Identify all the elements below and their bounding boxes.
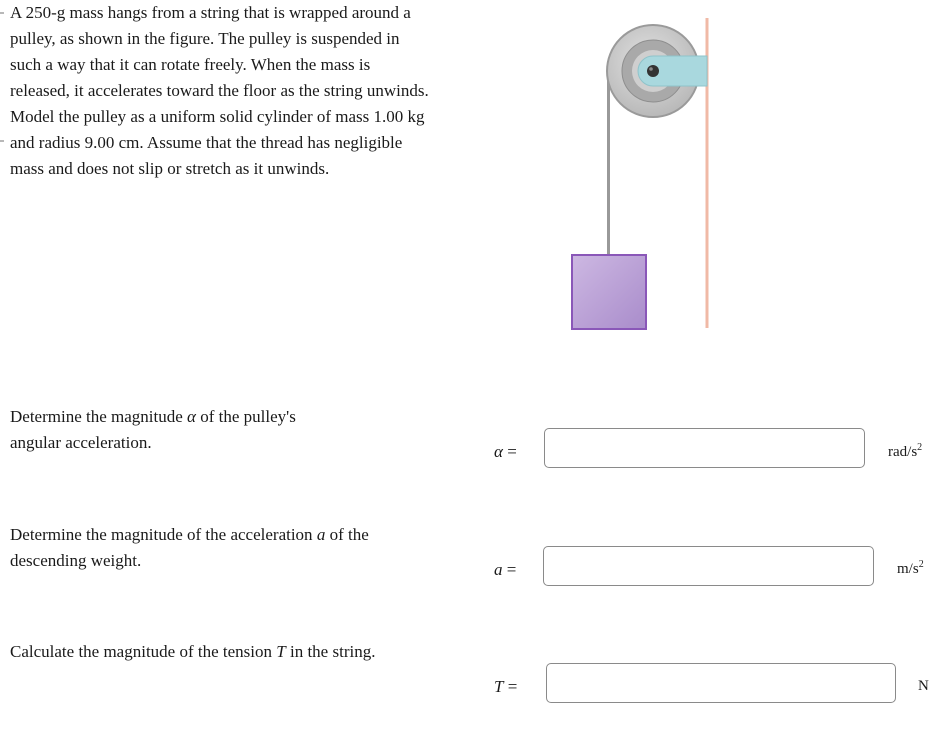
- question-text: Calculate the magnitude of the tension: [10, 642, 277, 661]
- alpha-label: [494, 442, 517, 462]
- question-line: [10, 404, 420, 430]
- question-text: Determine the magnitude of the acceleration: [10, 525, 317, 544]
- acceleration-unit: [897, 559, 924, 578]
- question-angular-acceleration: [10, 404, 420, 456]
- alpha-answer-input[interactable]: [544, 428, 865, 468]
- unit-text: rad/s: [888, 444, 918, 460]
- axle: [647, 65, 659, 77]
- problem-line: such a way that it can rotate freely. When the mass is: [10, 55, 371, 74]
- problem-statement: [10, 0, 460, 182]
- question-tension: [10, 639, 420, 665]
- acceleration-answer-input[interactable]: [543, 546, 874, 586]
- tension-label: [494, 677, 517, 697]
- unit-exponent: 2: [918, 559, 924, 570]
- hanging-mass: [572, 255, 646, 329]
- question-text: of the: [325, 525, 369, 544]
- tension-answer-input[interactable]: [546, 663, 896, 703]
- question-line: angular acceleration.: [10, 433, 152, 452]
- gutter-tick: [0, 140, 4, 142]
- tension-unit: [918, 678, 929, 695]
- gutter-tick: [0, 12, 4, 14]
- question-text: in the string.: [285, 642, 376, 661]
- a-label: [494, 560, 516, 580]
- question-text: Determine the magnitude: [10, 407, 188, 426]
- equals-sign: =: [502, 442, 517, 461]
- question-text: of the pulley's: [195, 407, 296, 426]
- question-line: [10, 522, 420, 548]
- left-gutter-marks: [0, 8, 6, 148]
- problem-line: Model the pulley as a uniform solid cylinder of mass 1.00 kg: [10, 107, 425, 126]
- unit-text: m/s: [897, 561, 919, 577]
- problem-line: A 250-g mass hangs from a string that is wrapped around a: [10, 3, 411, 22]
- question-symbol: T: [276, 642, 286, 661]
- problem-line: pulley, as shown in the figure. The pulley is suspended in: [10, 29, 400, 48]
- question-linear-acceleration: [10, 522, 420, 574]
- question-symbol: a: [316, 525, 326, 544]
- equals-sign: =: [502, 560, 517, 579]
- problem-line: released, it accelerates toward the floor as the string unwinds.: [10, 81, 429, 100]
- question-line: [10, 639, 420, 665]
- pulley-figure: [560, 14, 720, 334]
- axle-highlight: [649, 67, 653, 71]
- variable-symbol: a: [494, 560, 503, 579]
- unit-text: N: [918, 678, 929, 694]
- question-line: descending weight.: [10, 551, 142, 570]
- equals-sign: =: [503, 677, 518, 696]
- problem-line: mass and does not slip or stretch as it unwinds.: [10, 159, 330, 178]
- variable-symbol: α: [494, 442, 503, 461]
- problem-line: and radius 9.00 cm. Assume that the thread has negligible: [10, 133, 403, 152]
- question-symbol: α: [187, 407, 196, 426]
- variable-symbol: T: [494, 677, 504, 696]
- unit-exponent: 2: [917, 442, 923, 453]
- alpha-unit: [888, 442, 922, 461]
